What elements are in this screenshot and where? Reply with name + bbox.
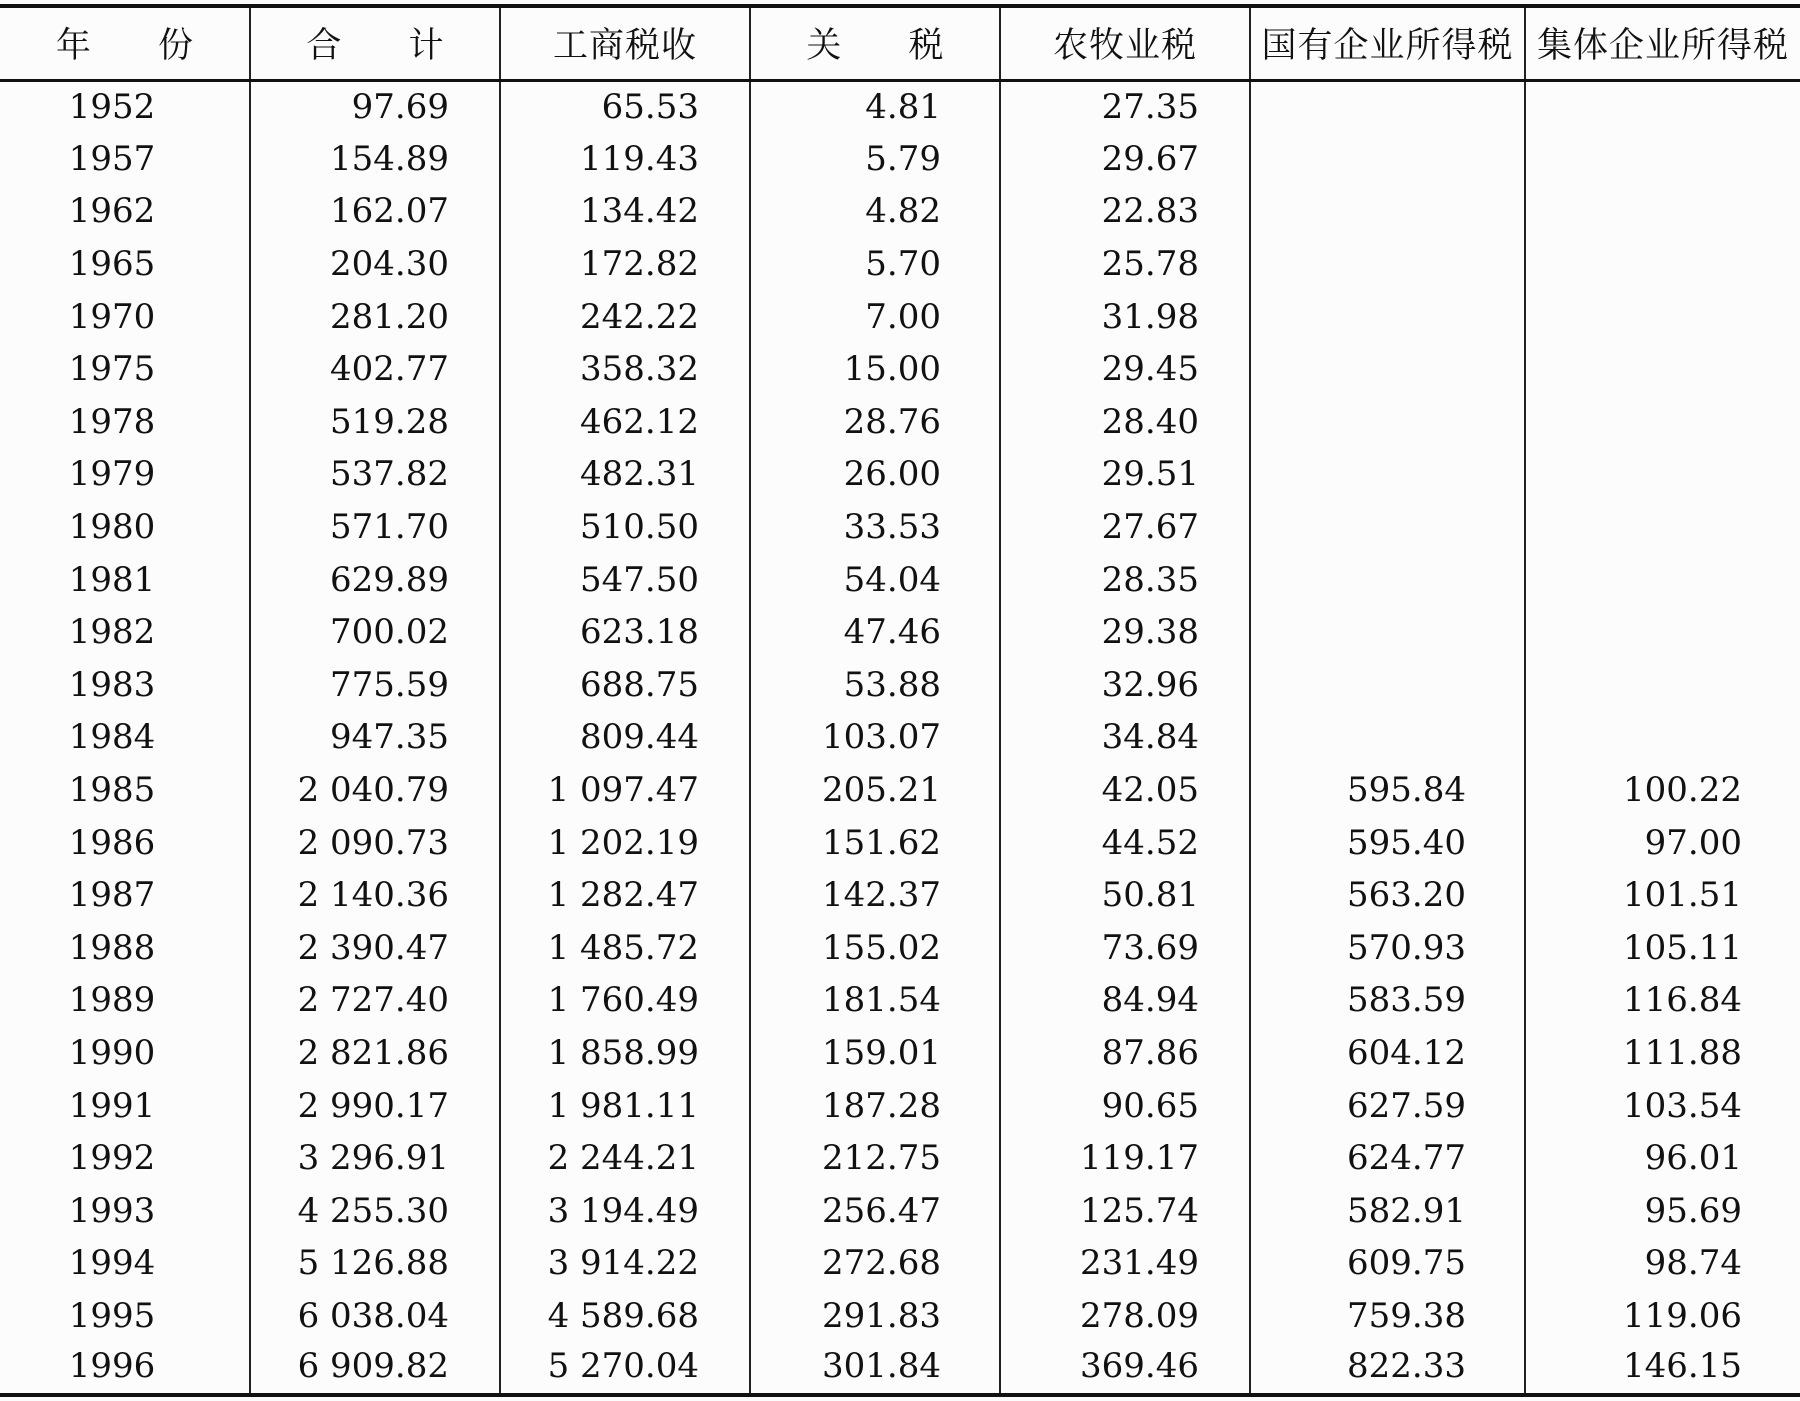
year-cell: 1952 bbox=[68, 87, 156, 128]
year-cell: 1962 bbox=[68, 191, 156, 232]
state-enterprise-income-tax-cell: 563.20 bbox=[1250, 869, 1525, 922]
year-cell: 1990 bbox=[68, 1032, 156, 1073]
total-cell: 537.82 bbox=[250, 448, 500, 501]
industrial-commercial-tax-cell: 1 097.47 bbox=[500, 764, 750, 817]
agricultural-tax-cell: 34.84 bbox=[1000, 711, 1250, 764]
agricultural-tax-cell: 42.05 bbox=[1000, 764, 1250, 817]
header-agricultural-tax: 农牧业税 bbox=[1000, 6, 1250, 80]
collective-enterprise-income-tax-cell bbox=[1525, 711, 1800, 764]
collective-enterprise-income-tax-cell: 111.88 bbox=[1525, 1027, 1800, 1080]
state-enterprise-income-tax-cell: 595.84 bbox=[1250, 764, 1525, 817]
collective-enterprise-income-tax-cell: 105.11 bbox=[1525, 922, 1800, 975]
total-cell: 947.35 bbox=[250, 711, 500, 764]
total-cell: 2 821.86 bbox=[250, 1027, 500, 1080]
table-row bbox=[0, 1290, 1800, 1343]
table-row bbox=[0, 1184, 1800, 1237]
industrial-commercial-tax-cell: 358.32 bbox=[500, 343, 750, 396]
total-cell: 204.30 bbox=[250, 238, 500, 291]
collective-enterprise-income-tax-cell bbox=[1525, 238, 1800, 291]
state-enterprise-income-tax-cell bbox=[1250, 238, 1525, 291]
agricultural-tax-cell: 90.65 bbox=[1000, 1079, 1250, 1132]
agricultural-tax-cell: 29.67 bbox=[1000, 133, 1250, 186]
total-cell: 2 727.40 bbox=[250, 974, 500, 1027]
table-row bbox=[0, 1132, 1800, 1185]
industrial-commercial-tax-cell: 1 981.11 bbox=[500, 1079, 750, 1132]
state-enterprise-income-tax-cell bbox=[1250, 80, 1525, 133]
agricultural-tax-cell: 22.83 bbox=[1000, 185, 1250, 238]
state-enterprise-income-tax-cell bbox=[1250, 396, 1525, 449]
customs-duty-cell: 212.75 bbox=[750, 1132, 1000, 1185]
total-cell: 281.20 bbox=[250, 290, 500, 343]
customs-duty-cell: 5.79 bbox=[750, 133, 1000, 186]
table-row bbox=[0, 1027, 1800, 1080]
header-row bbox=[0, 6, 1800, 80]
year-cell: 1994 bbox=[68, 1243, 156, 1284]
agricultural-tax-cell: 25.78 bbox=[1000, 238, 1250, 291]
customs-duty-cell: 54.04 bbox=[750, 553, 1000, 606]
total-cell: 402.77 bbox=[250, 343, 500, 396]
collective-enterprise-income-tax-cell: 116.84 bbox=[1525, 974, 1800, 1027]
customs-duty-cell: 272.68 bbox=[750, 1237, 1000, 1290]
customs-duty-cell: 159.01 bbox=[750, 1027, 1000, 1080]
customs-duty-cell: 142.37 bbox=[750, 869, 1000, 922]
collective-enterprise-income-tax-cell bbox=[1525, 501, 1800, 554]
industrial-commercial-tax-cell: 623.18 bbox=[500, 606, 750, 659]
agricultural-tax-cell: 87.86 bbox=[1000, 1027, 1250, 1080]
agricultural-tax-cell: 31.98 bbox=[1000, 290, 1250, 343]
header-total: 合 计 bbox=[250, 6, 500, 80]
year-cell: 1983 bbox=[68, 664, 156, 705]
customs-duty-cell: 53.88 bbox=[750, 659, 1000, 712]
total-cell: 4 255.30 bbox=[250, 1184, 500, 1237]
customs-duty-cell: 33.53 bbox=[750, 501, 1000, 554]
agricultural-tax-cell: 29.51 bbox=[1000, 448, 1250, 501]
industrial-commercial-tax-cell: 2 244.21 bbox=[500, 1132, 750, 1185]
collective-enterprise-income-tax-cell: 103.54 bbox=[1525, 1079, 1800, 1132]
agricultural-tax-cell: 28.40 bbox=[1000, 396, 1250, 449]
state-enterprise-income-tax-cell bbox=[1250, 185, 1525, 238]
year-cell: 1989 bbox=[68, 980, 156, 1021]
customs-duty-cell: 151.62 bbox=[750, 816, 1000, 869]
industrial-commercial-tax-cell: 809.44 bbox=[500, 711, 750, 764]
total-cell: 629.89 bbox=[250, 553, 500, 606]
year-cell: 1981 bbox=[68, 559, 156, 600]
table-row bbox=[0, 238, 1800, 291]
total-cell: 97.69 bbox=[250, 80, 500, 133]
total-cell: 2 040.79 bbox=[250, 764, 500, 817]
agricultural-tax-cell: 84.94 bbox=[1000, 974, 1250, 1027]
collective-enterprise-income-tax-cell bbox=[1525, 396, 1800, 449]
agricultural-tax-cell: 50.81 bbox=[1000, 869, 1250, 922]
header-collective-enterprise-income-tax: 集体企业所得税 bbox=[1525, 6, 1800, 80]
customs-duty-cell: 47.46 bbox=[750, 606, 1000, 659]
customs-duty-cell: 187.28 bbox=[750, 1079, 1000, 1132]
year-cell: 1965 bbox=[68, 244, 156, 285]
table-row bbox=[0, 133, 1800, 186]
total-cell: 519.28 bbox=[250, 396, 500, 449]
customs-duty-cell: 181.54 bbox=[750, 974, 1000, 1027]
total-cell: 775.59 bbox=[250, 659, 500, 712]
collective-enterprise-income-tax-cell: 146.15 bbox=[1525, 1342, 1800, 1395]
customs-duty-cell: 15.00 bbox=[750, 343, 1000, 396]
total-cell: 700.02 bbox=[250, 606, 500, 659]
industrial-commercial-tax-cell: 3 914.22 bbox=[500, 1237, 750, 1290]
year-cell: 1975 bbox=[68, 349, 156, 390]
state-enterprise-income-tax-cell bbox=[1250, 501, 1525, 554]
agricultural-tax-cell: 27.67 bbox=[1000, 501, 1250, 554]
header-state-enterprise-income-tax: 国有企业所得税 bbox=[1250, 6, 1525, 80]
industrial-commercial-tax-cell: 688.75 bbox=[500, 659, 750, 712]
agricultural-tax-cell: 29.45 bbox=[1000, 343, 1250, 396]
collective-enterprise-income-tax-cell: 100.22 bbox=[1525, 764, 1800, 817]
state-enterprise-income-tax-cell bbox=[1250, 711, 1525, 764]
industrial-commercial-tax-cell: 5 270.04 bbox=[500, 1342, 750, 1395]
tax-revenue-table bbox=[0, 4, 1800, 1397]
table-row bbox=[0, 553, 1800, 606]
state-enterprise-income-tax-cell: 627.59 bbox=[1250, 1079, 1525, 1132]
customs-duty-cell: 4.82 bbox=[750, 185, 1000, 238]
header-customs-duty: 关 税 bbox=[750, 6, 1000, 80]
industrial-commercial-tax-cell: 242.22 bbox=[500, 290, 750, 343]
customs-duty-cell: 301.84 bbox=[750, 1342, 1000, 1395]
industrial-commercial-tax-cell: 172.82 bbox=[500, 238, 750, 291]
header-year: 年 份 bbox=[0, 6, 250, 80]
total-cell: 2 390.47 bbox=[250, 922, 500, 975]
table-body bbox=[0, 80, 1800, 1395]
table-row bbox=[0, 185, 1800, 238]
table-row bbox=[0, 764, 1800, 817]
collective-enterprise-income-tax-cell: 97.00 bbox=[1525, 816, 1800, 869]
total-cell: 2 990.17 bbox=[250, 1079, 500, 1132]
table-row bbox=[0, 606, 1800, 659]
total-cell: 5 126.88 bbox=[250, 1237, 500, 1290]
state-enterprise-income-tax-cell bbox=[1250, 659, 1525, 712]
table-row bbox=[0, 448, 1800, 501]
total-cell: 6 038.04 bbox=[250, 1290, 500, 1343]
customs-duty-cell: 26.00 bbox=[750, 448, 1000, 501]
table-row bbox=[0, 816, 1800, 869]
customs-duty-cell: 291.83 bbox=[750, 1290, 1000, 1343]
agricultural-tax-cell: 28.35 bbox=[1000, 553, 1250, 606]
customs-duty-cell: 5.70 bbox=[750, 238, 1000, 291]
collective-enterprise-income-tax-cell bbox=[1525, 133, 1800, 186]
collective-enterprise-income-tax-cell: 95.69 bbox=[1525, 1184, 1800, 1237]
table-row bbox=[0, 974, 1800, 1027]
year-cell: 1984 bbox=[68, 717, 156, 758]
state-enterprise-income-tax-cell: 759.38 bbox=[1250, 1290, 1525, 1343]
year-cell: 1978 bbox=[68, 401, 156, 442]
customs-duty-cell: 155.02 bbox=[750, 922, 1000, 975]
year-cell: 1982 bbox=[68, 612, 156, 653]
customs-duty-cell: 7.00 bbox=[750, 290, 1000, 343]
industrial-commercial-tax-cell: 1 760.49 bbox=[500, 974, 750, 1027]
table-row bbox=[0, 711, 1800, 764]
agricultural-tax-cell: 32.96 bbox=[1000, 659, 1250, 712]
state-enterprise-income-tax-cell bbox=[1250, 343, 1525, 396]
collective-enterprise-income-tax-cell: 101.51 bbox=[1525, 869, 1800, 922]
total-cell: 571.70 bbox=[250, 501, 500, 554]
customs-duty-cell: 28.76 bbox=[750, 396, 1000, 449]
state-enterprise-income-tax-cell: 822.33 bbox=[1250, 1342, 1525, 1395]
table-row bbox=[0, 1237, 1800, 1290]
year-cell: 1970 bbox=[68, 296, 156, 337]
table-header bbox=[0, 6, 1800, 80]
year-cell: 1980 bbox=[68, 507, 156, 548]
year-cell: 1986 bbox=[68, 822, 156, 863]
table-row bbox=[0, 501, 1800, 554]
year-cell: 1987 bbox=[68, 875, 156, 916]
total-cell: 2 140.36 bbox=[250, 869, 500, 922]
year-cell: 1988 bbox=[68, 927, 156, 968]
agricultural-tax-cell: 27.35 bbox=[1000, 80, 1250, 133]
state-enterprise-income-tax-cell: 595.40 bbox=[1250, 816, 1525, 869]
industrial-commercial-tax-cell: 4 589.68 bbox=[500, 1290, 750, 1343]
year-cell: 1993 bbox=[68, 1190, 156, 1231]
table-row bbox=[0, 1342, 1800, 1395]
year-cell: 1985 bbox=[68, 770, 156, 811]
collective-enterprise-income-tax-cell: 119.06 bbox=[1525, 1290, 1800, 1343]
collective-enterprise-income-tax-cell bbox=[1525, 659, 1800, 712]
agricultural-tax-cell: 369.46 bbox=[1000, 1342, 1250, 1395]
table-row bbox=[0, 659, 1800, 712]
state-enterprise-income-tax-cell: 583.59 bbox=[1250, 974, 1525, 1027]
agricultural-tax-cell: 44.52 bbox=[1000, 816, 1250, 869]
collective-enterprise-income-tax-cell bbox=[1525, 290, 1800, 343]
year-cell: 1979 bbox=[68, 454, 156, 495]
collective-enterprise-income-tax-cell bbox=[1525, 185, 1800, 238]
industrial-commercial-tax-cell: 1 485.72 bbox=[500, 922, 750, 975]
agricultural-tax-cell: 119.17 bbox=[1000, 1132, 1250, 1185]
state-enterprise-income-tax-cell: 624.77 bbox=[1250, 1132, 1525, 1185]
state-enterprise-income-tax-cell: 609.75 bbox=[1250, 1237, 1525, 1290]
customs-duty-cell: 205.21 bbox=[750, 764, 1000, 817]
total-cell: 3 296.91 bbox=[250, 1132, 500, 1185]
industrial-commercial-tax-cell: 1 282.47 bbox=[500, 869, 750, 922]
industrial-commercial-tax-cell: 65.53 bbox=[500, 80, 750, 133]
industrial-commercial-tax-cell: 3 194.49 bbox=[500, 1184, 750, 1237]
year-cell: 1992 bbox=[68, 1138, 156, 1179]
year-cell: 1995 bbox=[68, 1295, 156, 1336]
state-enterprise-income-tax-cell: 604.12 bbox=[1250, 1027, 1525, 1080]
table-row bbox=[0, 290, 1800, 343]
customs-duty-cell: 4.81 bbox=[750, 80, 1000, 133]
state-enterprise-income-tax-cell: 582.91 bbox=[1250, 1184, 1525, 1237]
collective-enterprise-income-tax-cell bbox=[1525, 80, 1800, 133]
industrial-commercial-tax-cell: 1 202.19 bbox=[500, 816, 750, 869]
state-enterprise-income-tax-cell bbox=[1250, 448, 1525, 501]
industrial-commercial-tax-cell: 134.42 bbox=[500, 185, 750, 238]
agricultural-tax-cell: 73.69 bbox=[1000, 922, 1250, 975]
total-cell: 154.89 bbox=[250, 133, 500, 186]
total-cell: 2 090.73 bbox=[250, 816, 500, 869]
industrial-commercial-tax-cell: 482.31 bbox=[500, 448, 750, 501]
year-cell: 1957 bbox=[68, 138, 156, 179]
industrial-commercial-tax-cell: 1 858.99 bbox=[500, 1027, 750, 1080]
industrial-commercial-tax-cell: 510.50 bbox=[500, 501, 750, 554]
customs-duty-cell: 256.47 bbox=[750, 1184, 1000, 1237]
customs-duty-cell: 103.07 bbox=[750, 711, 1000, 764]
table-row bbox=[0, 343, 1800, 396]
state-enterprise-income-tax-cell bbox=[1250, 290, 1525, 343]
state-enterprise-income-tax-cell bbox=[1250, 553, 1525, 606]
industrial-commercial-tax-cell: 119.43 bbox=[500, 133, 750, 186]
table-row bbox=[0, 1079, 1800, 1132]
industrial-commercial-tax-cell: 462.12 bbox=[500, 396, 750, 449]
agricultural-tax-cell: 125.74 bbox=[1000, 1184, 1250, 1237]
agricultural-tax-cell: 29.38 bbox=[1000, 606, 1250, 659]
table-row bbox=[0, 922, 1800, 975]
collective-enterprise-income-tax-cell bbox=[1525, 343, 1800, 396]
agricultural-tax-cell: 231.49 bbox=[1000, 1237, 1250, 1290]
collective-enterprise-income-tax-cell bbox=[1525, 448, 1800, 501]
table-row bbox=[0, 869, 1800, 922]
total-cell: 6 909.82 bbox=[250, 1342, 500, 1395]
state-enterprise-income-tax-cell bbox=[1250, 606, 1525, 659]
header-industrial-commercial-tax: 工商税收 bbox=[500, 6, 750, 80]
collective-enterprise-income-tax-cell: 96.01 bbox=[1525, 1132, 1800, 1185]
year-cell: 1991 bbox=[68, 1085, 156, 1126]
collective-enterprise-income-tax-cell bbox=[1525, 606, 1800, 659]
state-enterprise-income-tax-cell: 570.93 bbox=[1250, 922, 1525, 975]
total-cell: 162.07 bbox=[250, 185, 500, 238]
state-enterprise-income-tax-cell bbox=[1250, 133, 1525, 186]
table-row bbox=[0, 396, 1800, 449]
collective-enterprise-income-tax-cell bbox=[1525, 553, 1800, 606]
year-cell: 1996 bbox=[0, 1342, 250, 1395]
table-row bbox=[0, 80, 1800, 133]
agricultural-tax-cell: 278.09 bbox=[1000, 1290, 1250, 1343]
collective-enterprise-income-tax-cell: 98.74 bbox=[1525, 1237, 1800, 1290]
industrial-commercial-tax-cell: 547.50 bbox=[500, 553, 750, 606]
